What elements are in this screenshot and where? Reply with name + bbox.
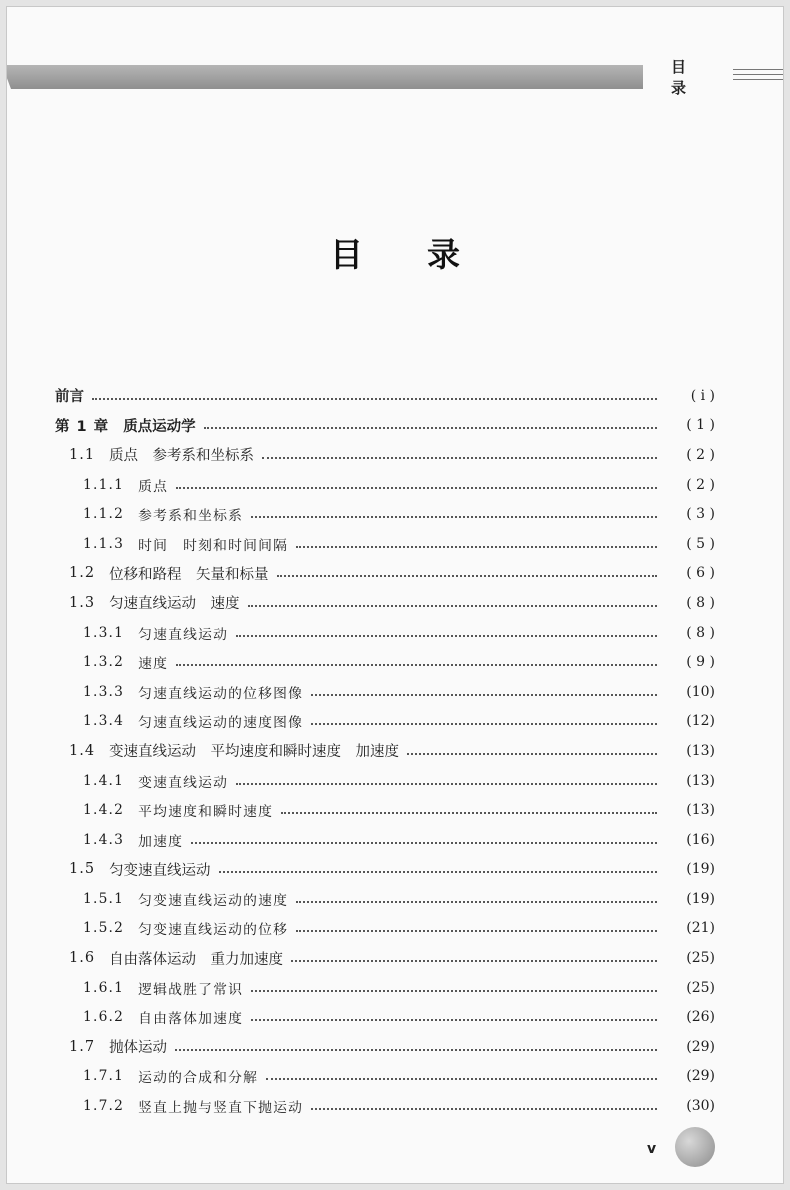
toc-entry-title: 质点 参考系和坐标系 (109, 448, 255, 465)
toc-entry-title: 匀速直线运动的速度图像 (138, 715, 304, 732)
toc-entry (55, 943, 715, 973)
toc-entry-page: (13) (686, 772, 715, 789)
toc-entry (55, 1002, 715, 1032)
toc-entry-page: (13) (686, 802, 715, 819)
toc-entry-title: 变速直线运动 (138, 774, 229, 791)
toc-entry-page: (10) (686, 683, 715, 700)
toc-leader-dots (311, 1108, 657, 1110)
toc-entry-page: ( 9 ) (686, 654, 715, 671)
toc-entry (55, 677, 715, 707)
toc-entry-title: 匀速直线运动 (138, 626, 229, 643)
toc-entry-page: ( 2 ) (686, 446, 715, 463)
toc-entry-number: 1.4.3 (83, 831, 125, 848)
toc-entry-number: 1.6 (69, 950, 96, 967)
toc-entry (55, 1062, 715, 1092)
toc-leader-dots (296, 546, 657, 548)
toc-entry-title: 时间 时刻和时间间隔 (138, 537, 289, 554)
toc-entry-number: 1.7.1 (83, 1068, 125, 1085)
toc-entry (55, 736, 715, 766)
toc-entry-number: 1.1.1 (83, 476, 125, 493)
toc-entry-page: ( 2 ) (686, 476, 715, 493)
toc-entry-page: (30) (686, 1098, 715, 1115)
toc-entry-title: 匀变速直线运动 (109, 862, 211, 879)
toc-entry (55, 529, 715, 559)
toc-entry (55, 381, 715, 411)
toc-entry (55, 855, 715, 885)
toc-entry-title: 参考系和坐标系 (138, 508, 244, 525)
running-header-band (7, 65, 643, 89)
toc-entry-title: 抛体运动 (109, 1040, 168, 1057)
toc-entry (55, 499, 715, 529)
page-number: v (647, 1141, 657, 1157)
toc-entry-number: 1.5.1 (83, 890, 125, 907)
toc-entry-page: (29) (686, 1038, 715, 1055)
toc-entry-page: (25) (686, 979, 715, 996)
toc-leader-dots (277, 575, 657, 577)
toc-entry (55, 470, 715, 500)
toc-leader-dots (236, 783, 657, 785)
toc-entry-title: 竖直上抛与竖直下抛运动 (138, 1100, 304, 1117)
toc-entry-number: 1.4.1 (83, 772, 125, 789)
toc-entry-number: 1.6.1 (83, 979, 125, 996)
toc-entry-title: 匀速直线运动的位移图像 (138, 685, 304, 702)
toc-entry-page: (19) (686, 890, 715, 907)
toc-entry-page: ( i ) (690, 387, 715, 404)
toc-leader-dots (296, 901, 657, 903)
toc-entry-number: 1.1.3 (83, 535, 125, 552)
toc-leader-dots (176, 664, 657, 666)
toc-entry-title: 质点运动学 (123, 418, 196, 435)
toc-entry (55, 647, 715, 677)
toc-entry (55, 411, 715, 441)
toc-entry (55, 707, 715, 737)
toc-leader-dots (251, 990, 657, 992)
toc-leader-dots (266, 1078, 657, 1080)
toc-entry-title: 加速度 (138, 833, 184, 850)
toc-leader-dots (251, 516, 657, 518)
toc-entry-number: 1.3.1 (83, 624, 125, 641)
toc-entry (55, 825, 715, 855)
toc-leader-dots (311, 694, 657, 696)
toc-entry-page: (29) (686, 1068, 715, 1085)
toc-leader-dots (248, 605, 657, 607)
toc-entry (55, 884, 715, 914)
toc-entry-title: 逻辑战胜了常识 (138, 981, 244, 998)
toc-entry (55, 559, 715, 589)
toc-leader-dots (175, 1049, 657, 1051)
toc-entry-number: 1.5 (69, 861, 96, 878)
toc-entry-number: 1.2 (69, 565, 96, 582)
toc-leader-dots (191, 842, 657, 844)
toc-entry-number: 1.4.2 (83, 802, 125, 819)
toc-entry-page: ( 1 ) (686, 417, 715, 434)
toc-entry-number: 1.5.2 (83, 920, 125, 937)
toc-entry-title: 自由落体加速度 (138, 1011, 244, 1028)
toc-entry-number: 1.3 (69, 594, 96, 611)
toc-entry-page: (19) (686, 861, 715, 878)
toc-entry-page: ( 8 ) (686, 594, 715, 611)
toc-entry-number: 1.1.2 (83, 506, 125, 523)
toc-entry (55, 440, 715, 470)
toc-entry-title: 匀变速直线运动的速度 (138, 892, 289, 909)
toc-leader-dots (92, 398, 657, 400)
toc-entry-title: 位移和路程 矢量和标量 (109, 566, 269, 583)
table-of-contents (55, 381, 715, 1121)
toc-entry-title: 变速直线运动 平均速度和瞬时速度 加速度 (109, 744, 400, 761)
page-number-disc (675, 1127, 715, 1167)
toc-entry-number: 1.3.4 (83, 713, 125, 730)
toc-leader-dots (296, 930, 657, 932)
toc-entry-title: 匀速直线运动 速度 (109, 596, 240, 613)
toc-leader-dots (311, 723, 657, 725)
toc-entry-page: (16) (686, 831, 715, 848)
toc-entry (55, 1091, 715, 1121)
toc-leader-dots (176, 487, 657, 489)
toc-entry-number: 1.7.2 (83, 1098, 125, 1115)
toc-entry-number: 1.6.2 (83, 1009, 125, 1026)
toc-leader-dots (219, 871, 657, 873)
toc-entry-page: (25) (686, 950, 715, 967)
toc-entry (55, 618, 715, 648)
toc-entry-number: 1.4 (69, 742, 96, 759)
toc-entry-page: ( 3 ) (686, 506, 715, 523)
toc-entry-title: 速度 (138, 656, 169, 673)
toc-entry-number: 1.7 (69, 1038, 96, 1055)
toc-entry-page: ( 8 ) (686, 624, 715, 641)
toc-leader-dots (291, 960, 657, 962)
toc-entry-number: 1.3.2 (83, 654, 125, 671)
toc-entry-page: (21) (686, 920, 715, 937)
toc-entry (55, 973, 715, 1003)
toc-entry-page: (12) (686, 713, 715, 730)
toc-entry-title: 匀变速直线运动的位移 (138, 922, 289, 939)
toc-entry-page: ( 6 ) (686, 565, 715, 582)
toc-leader-dots (281, 812, 657, 814)
book-page (6, 6, 784, 1184)
header-rule-lines (733, 69, 783, 87)
toc-entry-number: 1.1 (69, 446, 96, 463)
toc-leader-dots (407, 753, 657, 755)
toc-entry-title: 自由落体运动 重力加速度 (109, 951, 284, 968)
toc-entry-page: ( 5 ) (686, 535, 715, 552)
toc-leader-dots (236, 635, 657, 637)
toc-entry-page: (26) (686, 1009, 715, 1026)
toc-entry-number: 1.3.3 (83, 683, 125, 700)
toc-entry-number: 第 1 章 (55, 418, 110, 435)
toc-leader-dots (262, 457, 657, 459)
toc-entry (55, 766, 715, 796)
toc-entry (55, 914, 715, 944)
toc-entry-title: 前言 (55, 389, 84, 406)
toc-entry (55, 588, 715, 618)
toc-leader-dots (251, 1019, 657, 1021)
toc-entry (55, 795, 715, 825)
page-title: 目录 (330, 235, 524, 274)
toc-entry-title: 运动的合成和分解 (138, 1070, 259, 1087)
toc-leader-dots (204, 427, 657, 429)
toc-entry-title: 质点 (138, 478, 169, 495)
running-header-label: 目录 (671, 58, 715, 97)
toc-entry (55, 1032, 715, 1062)
toc-entry-title: 平均速度和瞬时速度 (138, 804, 274, 821)
toc-entry-page: (13) (686, 742, 715, 759)
